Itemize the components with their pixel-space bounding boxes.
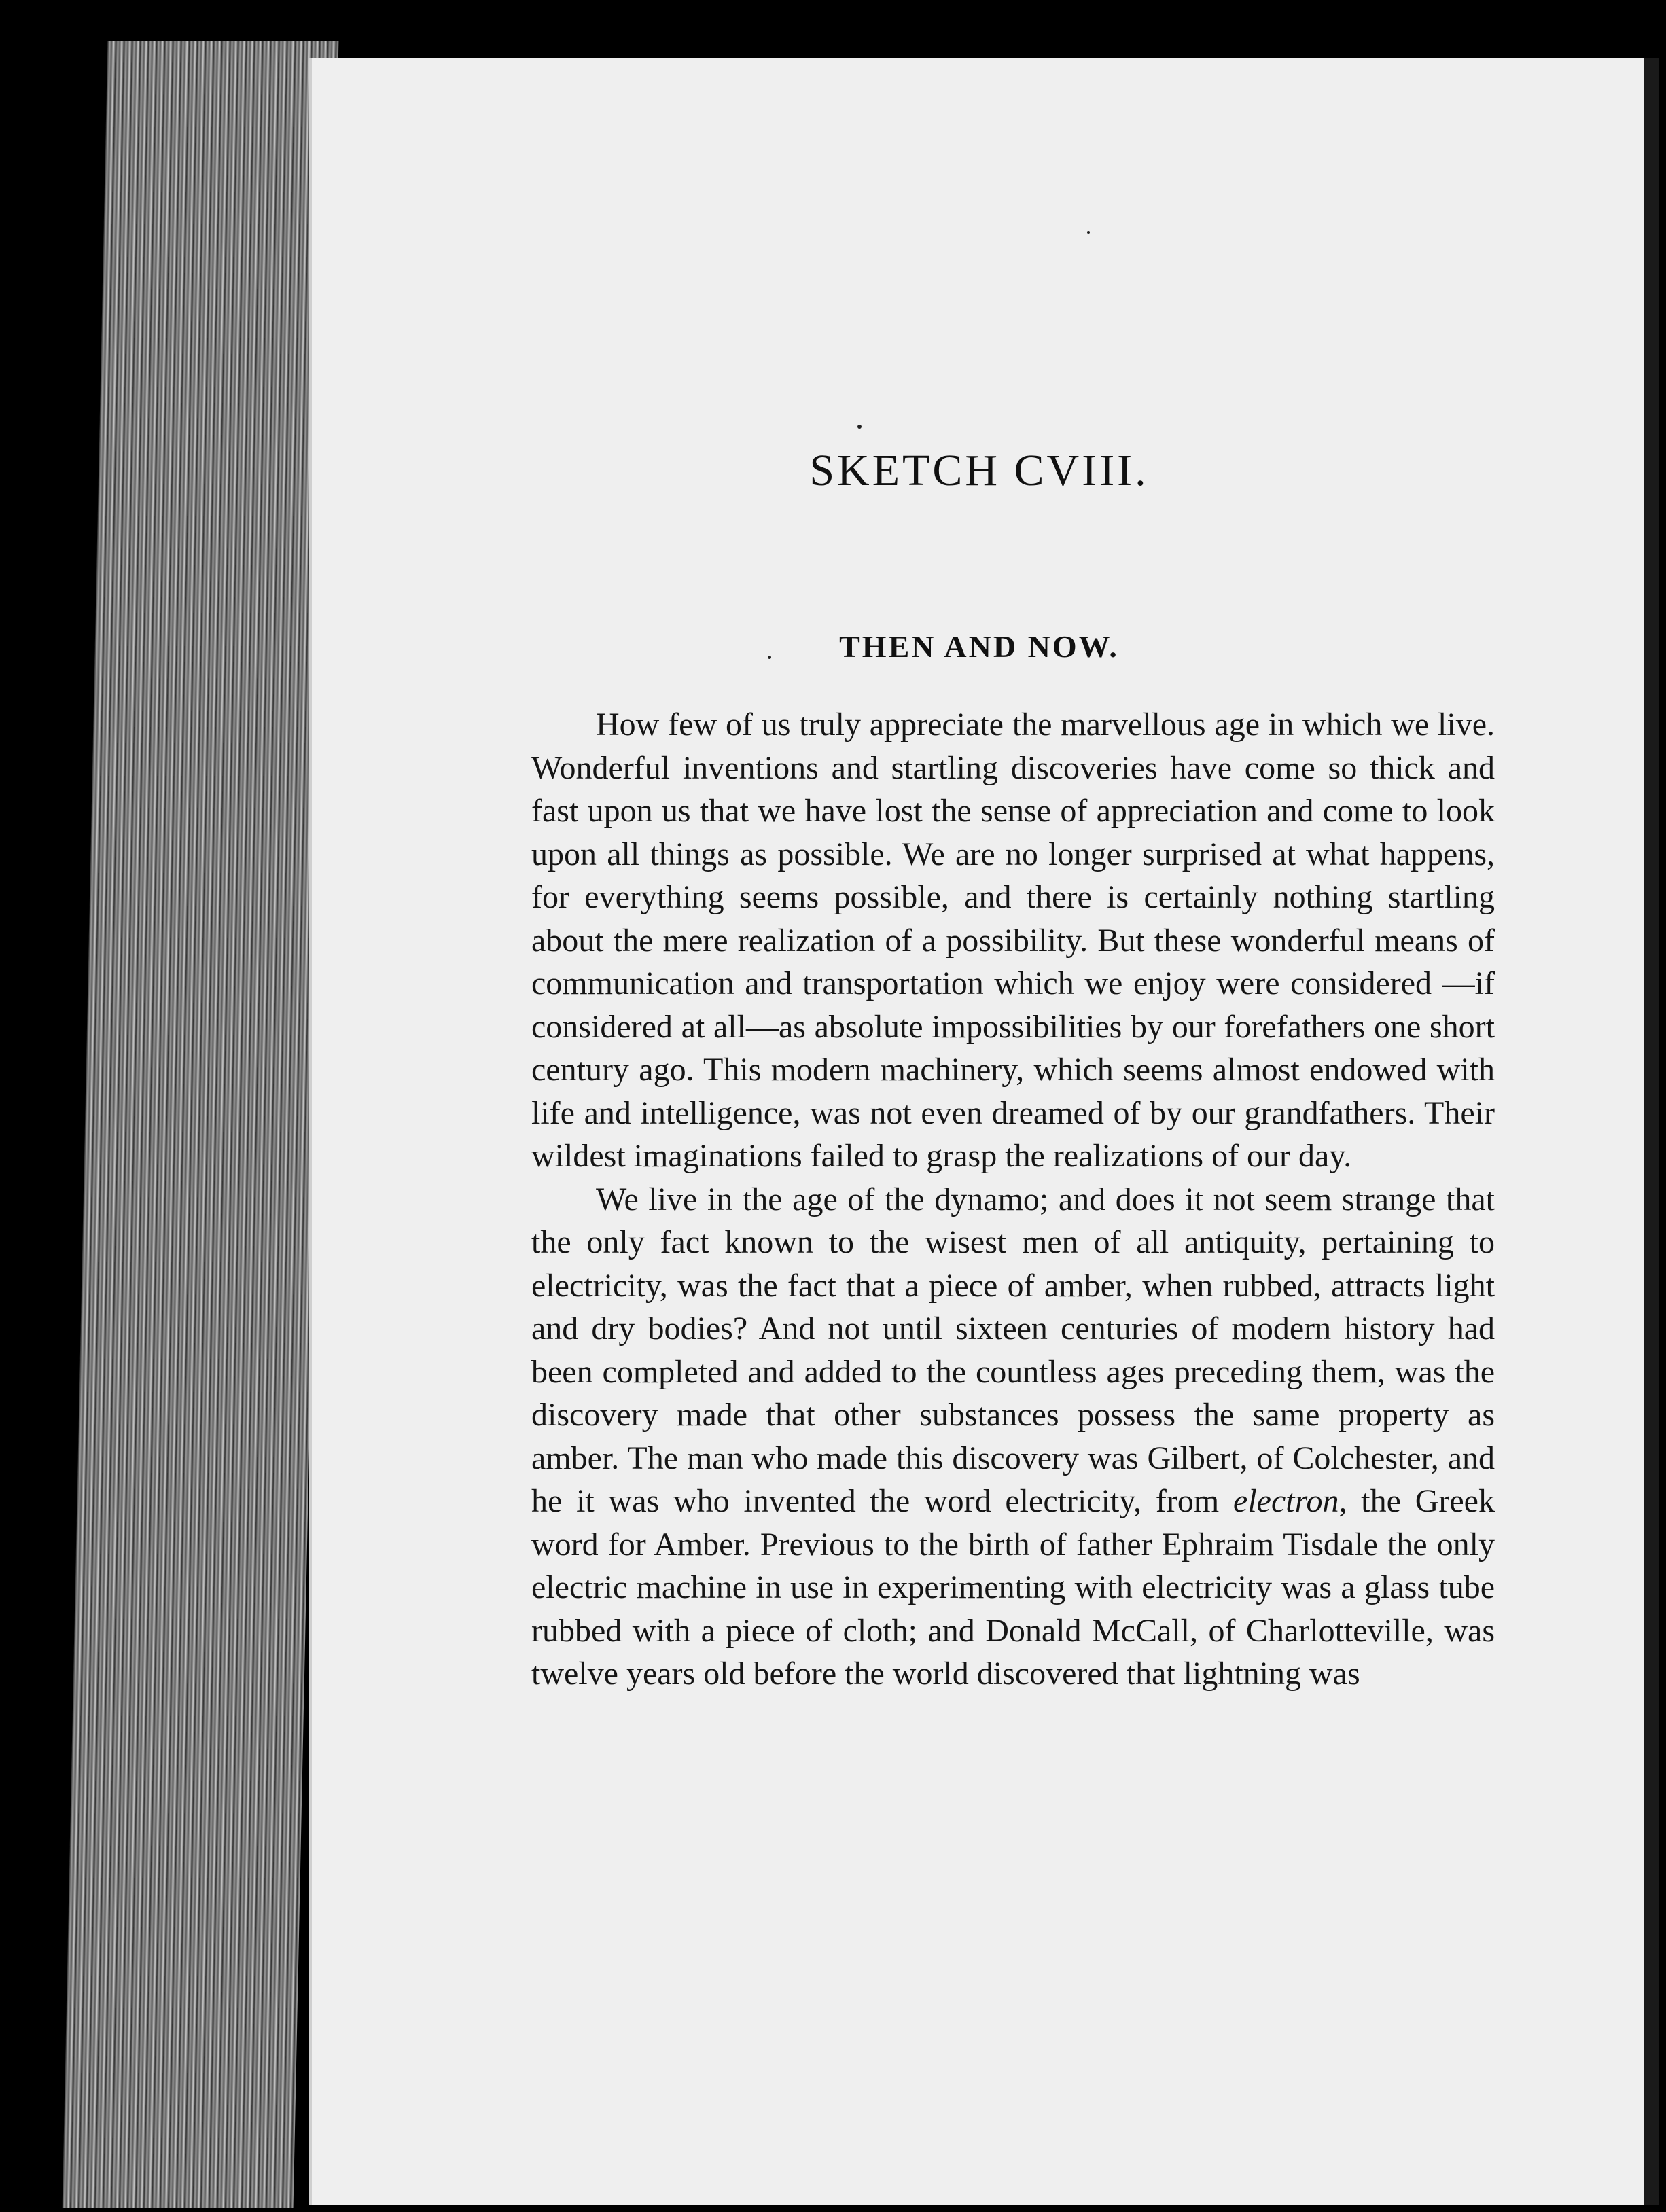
dust-speck: [857, 425, 862, 429]
italic-term: electron,: [1233, 1483, 1347, 1519]
page-shadow-edge: [1644, 58, 1659, 2205]
book-page-edges: [63, 41, 339, 2208]
chapter-subtitle: THEN AND NOW.: [839, 629, 1119, 664]
paragraph-text: We live in the age of the dynamo; and does it not seem strange that the only fact known to the wisest men of all antiquity, pertaining to electricity, was the fact that a piece of amber, when rubbed, attracts light and dry bodies? And not until sixteen centuries of modern history had been completed and added to the countless ages preceding them, was the discovery made that other substances possess the same property as amber. The man who made this discovery was Gilbert, of Colchester, and he it was who invented the word electricity, from: [531, 1181, 1495, 1519]
paragraph: [531, 1178, 1495, 1696]
paragraph: How few of us truly appreciate the marvellous age in which we live. Wonderful inventions and startling discoveries have come so thick and fast upon us that we have lost the sense of appreciation and come to look upon all things as possible. We are no longer surprised at what happens, for everything seems possible, and there is certainly nothing startling about the mere realization of a possibility. But these wonderful means of communication and transportation which we enjoy were considered —if considered at all—as absolute impossibilities by our forefathers one short century ago. This modern machinery, which seems almost endowed with life and intelligence, was not even dreamed of by our grandfathers. Their wildest imaginations failed to grasp the realizations of our day.: [531, 707, 1495, 1174]
paragraph-text: the Greek word for Amber. Previous to the birth of father Ephraim Tisdale the only electric machine in use in experimenting with electricity was a glass tube rubbed with a piece of cloth; and Donald McCall, of Charlotteville, was twelve years old before the world discovered that lightning was: [531, 1483, 1495, 1692]
body-text: [531, 703, 1495, 1696]
dust-speck: [1087, 231, 1090, 234]
sketch-heading: SKETCH CVIII.: [809, 446, 1149, 495]
